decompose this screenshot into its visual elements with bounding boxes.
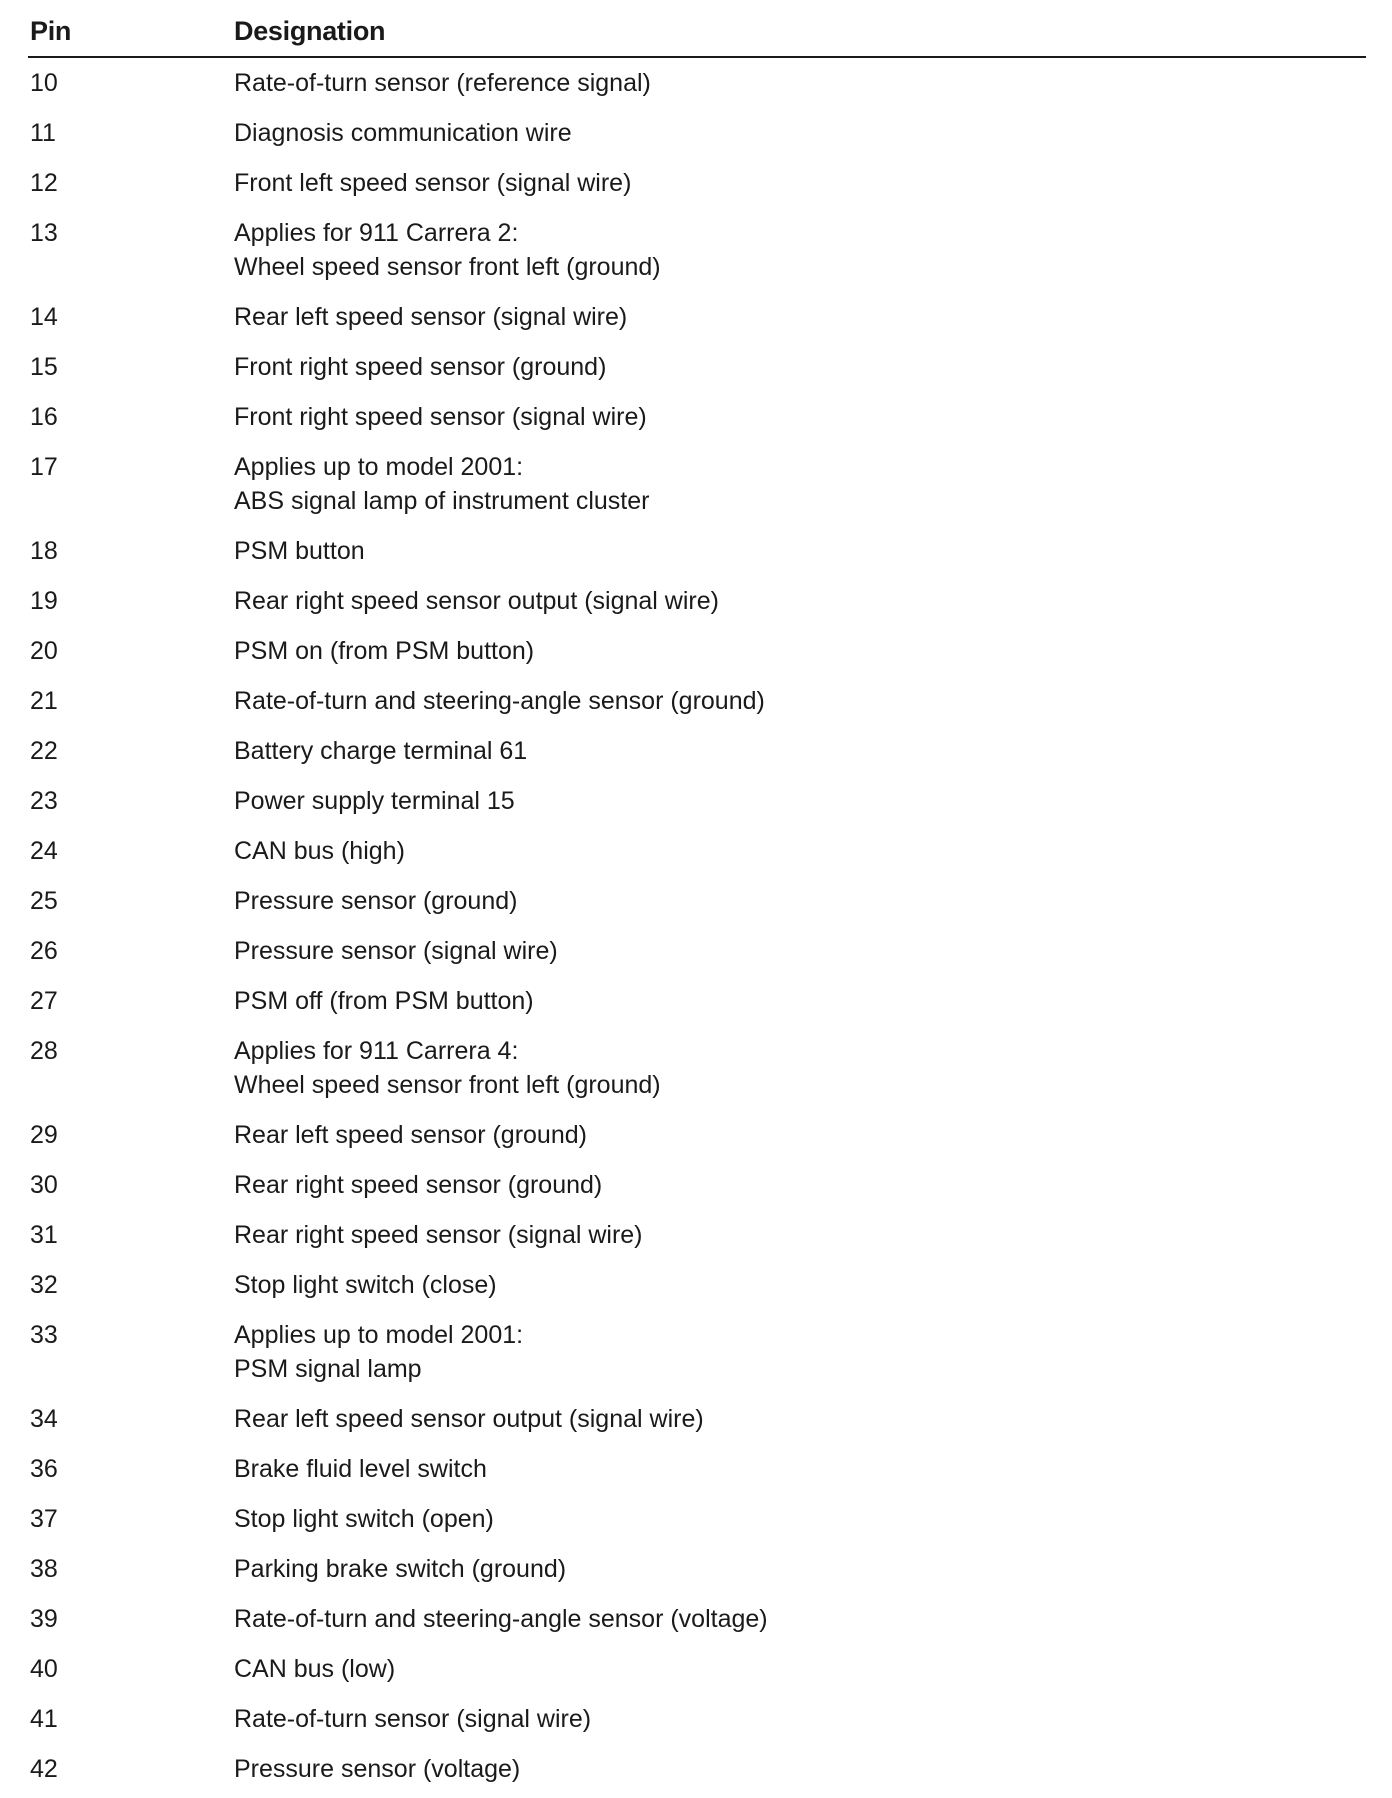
- designation-line: Front left speed sensor (signal wire): [234, 169, 632, 197]
- designation-line: Applies for 911 Carrera 2:: [234, 219, 519, 247]
- designation-line: ABS signal lamp of instrument cluster: [234, 487, 650, 515]
- designation-line: Rear right speed sensor output (signal wire): [234, 587, 719, 615]
- pin-number: 23: [30, 787, 58, 815]
- table-row: [28, 776, 1366, 826]
- designation-line: Front right speed sensor (signal wire): [234, 403, 647, 431]
- pin-designation: [234, 1652, 395, 1686]
- designation-line: Stop light switch (close): [234, 1271, 497, 1299]
- designation-line: Applies for 911 Carrera 4:: [234, 1037, 519, 1065]
- table-row: [28, 158, 1366, 208]
- pin-designation: [234, 1552, 566, 1586]
- table-row: [28, 1494, 1366, 1544]
- pin-table-body: [28, 58, 1366, 1794]
- designation-line: Power supply terminal 15: [234, 787, 515, 815]
- designation-line: CAN bus (high): [234, 837, 405, 865]
- table-header: [28, 12, 1366, 58]
- pin-number: 19: [30, 587, 58, 615]
- designation-line: PSM on (from PSM button): [234, 637, 535, 665]
- table-row: [28, 1210, 1366, 1260]
- designation-line: Rear left speed sensor output (signal wire): [234, 1405, 704, 1433]
- table-row: [28, 576, 1366, 626]
- pin-designation: [234, 1702, 591, 1736]
- table-row: [28, 1026, 1366, 1110]
- designation-line: Applies up to model 2001:: [234, 1321, 524, 1349]
- designation-line: Battery charge terminal 61: [234, 737, 528, 765]
- pin-designation: [234, 834, 405, 868]
- pin-number: 30: [30, 1171, 58, 1199]
- pin-number: 22: [30, 737, 58, 765]
- pin-number: 33: [30, 1321, 58, 1349]
- designation-line: Wheel speed sensor front left (ground): [234, 1071, 661, 1099]
- table-row: [28, 926, 1366, 976]
- designation-line: CAN bus (low): [234, 1655, 396, 1683]
- pin-designation: [234, 1168, 602, 1202]
- designation-line: Applies up to model 2001:: [234, 453, 524, 481]
- pin-number: 38: [30, 1555, 58, 1583]
- table-row: [28, 726, 1366, 776]
- pin-number: 32: [30, 1271, 58, 1299]
- pin-designation: [234, 1502, 494, 1536]
- pin-number: 41: [30, 1705, 58, 1733]
- pin-designation: [234, 1452, 487, 1486]
- pin-designation: [234, 450, 649, 518]
- table-row: [28, 976, 1366, 1026]
- table-row: [28, 676, 1366, 726]
- designation-line: Rear left speed sensor (signal wire): [234, 303, 628, 331]
- table-row: [28, 1310, 1366, 1394]
- pin-number: 36: [30, 1455, 58, 1483]
- table-row: [28, 1694, 1366, 1744]
- pin-designation: [234, 116, 572, 150]
- pin-number: 13: [30, 219, 58, 247]
- designation-line: Rear left speed sensor (ground): [234, 1121, 587, 1149]
- designation-line: Rate-of-turn and steering-angle sensor (voltage): [234, 1605, 768, 1633]
- pin-number: 12: [30, 169, 58, 197]
- pin-designation: [234, 1118, 587, 1152]
- designation-line: Rate-of-turn sensor (signal wire): [234, 1705, 592, 1733]
- table-row: [28, 208, 1366, 292]
- designation-line: Front right speed sensor (ground): [234, 353, 607, 381]
- designation-line: PSM signal lamp: [234, 1355, 422, 1383]
- table-row: [28, 1544, 1366, 1594]
- pin-designation: [234, 350, 606, 384]
- table-row: [28, 626, 1366, 676]
- table-row: [28, 442, 1366, 526]
- designation-line: Rear right speed sensor (signal wire): [234, 1221, 643, 1249]
- designation-line: Brake fluid level switch: [234, 1455, 487, 1483]
- designation-line: PSM button: [234, 537, 365, 565]
- pin-designation: [234, 400, 647, 434]
- designation-line: Rate-of-turn and steering-angle sensor (ground): [234, 687, 765, 715]
- pin-designation: [234, 216, 661, 284]
- pin-number: 42: [30, 1755, 58, 1783]
- pin-number: 18: [30, 537, 58, 565]
- pin-designation: [234, 1402, 704, 1436]
- pin-designation: [234, 66, 651, 100]
- table-row: [28, 1160, 1366, 1210]
- table-row: [28, 392, 1366, 442]
- table-row: [28, 1444, 1366, 1494]
- table-row: [28, 826, 1366, 876]
- pin-number: 34: [30, 1405, 58, 1433]
- pin-designation: [234, 634, 534, 668]
- designation-line: Pressure sensor (voltage): [234, 1755, 521, 1783]
- table-row: [28, 1744, 1366, 1794]
- pin-number: 11: [30, 119, 56, 147]
- table-row: [28, 58, 1366, 108]
- pin-designation: [234, 1268, 497, 1302]
- column-header-designation: Designation: [234, 16, 386, 46]
- pin-number: 40: [30, 1655, 58, 1683]
- pin-number: 37: [30, 1505, 58, 1533]
- designation-line: Diagnosis communication wire: [234, 119, 572, 147]
- pin-number: 14: [30, 303, 58, 331]
- column-header-pin: Pin: [30, 16, 72, 46]
- pin-designation: [234, 984, 534, 1018]
- table-row: [28, 1110, 1366, 1160]
- pin-number: 27: [30, 987, 58, 1015]
- pin-designation: [234, 1602, 768, 1636]
- pin-number: 24: [30, 837, 58, 865]
- pin-designation: [234, 734, 527, 768]
- table-row: [28, 1394, 1366, 1444]
- designation-line: Parking brake switch (ground): [234, 1555, 567, 1583]
- pin-designation: [234, 884, 517, 918]
- pin-number: 29: [30, 1121, 58, 1149]
- table-row: [28, 1260, 1366, 1310]
- pin-number: 15: [30, 353, 58, 381]
- table-row: [28, 342, 1366, 392]
- pin-designation: [234, 934, 558, 968]
- designation-line: Rear right speed sensor (ground): [234, 1171, 603, 1199]
- table-row: [28, 292, 1366, 342]
- designation-line: Pressure sensor (signal wire): [234, 937, 558, 965]
- pin-number: 17: [30, 453, 58, 481]
- pin-number: 26: [30, 937, 58, 965]
- pin-designation: [234, 684, 765, 718]
- designation-line: PSM off (from PSM button): [234, 987, 534, 1015]
- table-row: [28, 1594, 1366, 1644]
- pin-designation: [234, 1034, 661, 1102]
- designation-line: Wheel speed sensor front left (ground): [234, 253, 661, 281]
- pin-designation: [234, 166, 631, 200]
- pin-number: 25: [30, 887, 58, 915]
- pin-designation: [234, 300, 627, 334]
- pin-designation: [234, 584, 719, 618]
- table-row: [28, 526, 1366, 576]
- table-row: [28, 1644, 1366, 1694]
- pin-number: 21: [30, 687, 58, 715]
- pin-number: 39: [30, 1605, 58, 1633]
- pin-number: 20: [30, 637, 58, 665]
- pin-designation: [234, 534, 365, 568]
- designation-line: Stop light switch (open): [234, 1505, 494, 1533]
- pin-designation: [234, 1752, 520, 1786]
- designation-line: Rate-of-turn sensor (reference signal): [234, 69, 651, 97]
- table-row: [28, 108, 1366, 158]
- pin-number: 10: [30, 69, 58, 97]
- designation-line: Pressure sensor (ground): [234, 887, 518, 915]
- pin-number: 31: [30, 1221, 58, 1249]
- pin-number: 16: [30, 403, 58, 431]
- pin-designation: [234, 1318, 523, 1386]
- table-row: [28, 876, 1366, 926]
- pin-number: 28: [30, 1037, 58, 1065]
- pin-designation: [234, 784, 515, 818]
- pin-designation: [234, 1218, 643, 1252]
